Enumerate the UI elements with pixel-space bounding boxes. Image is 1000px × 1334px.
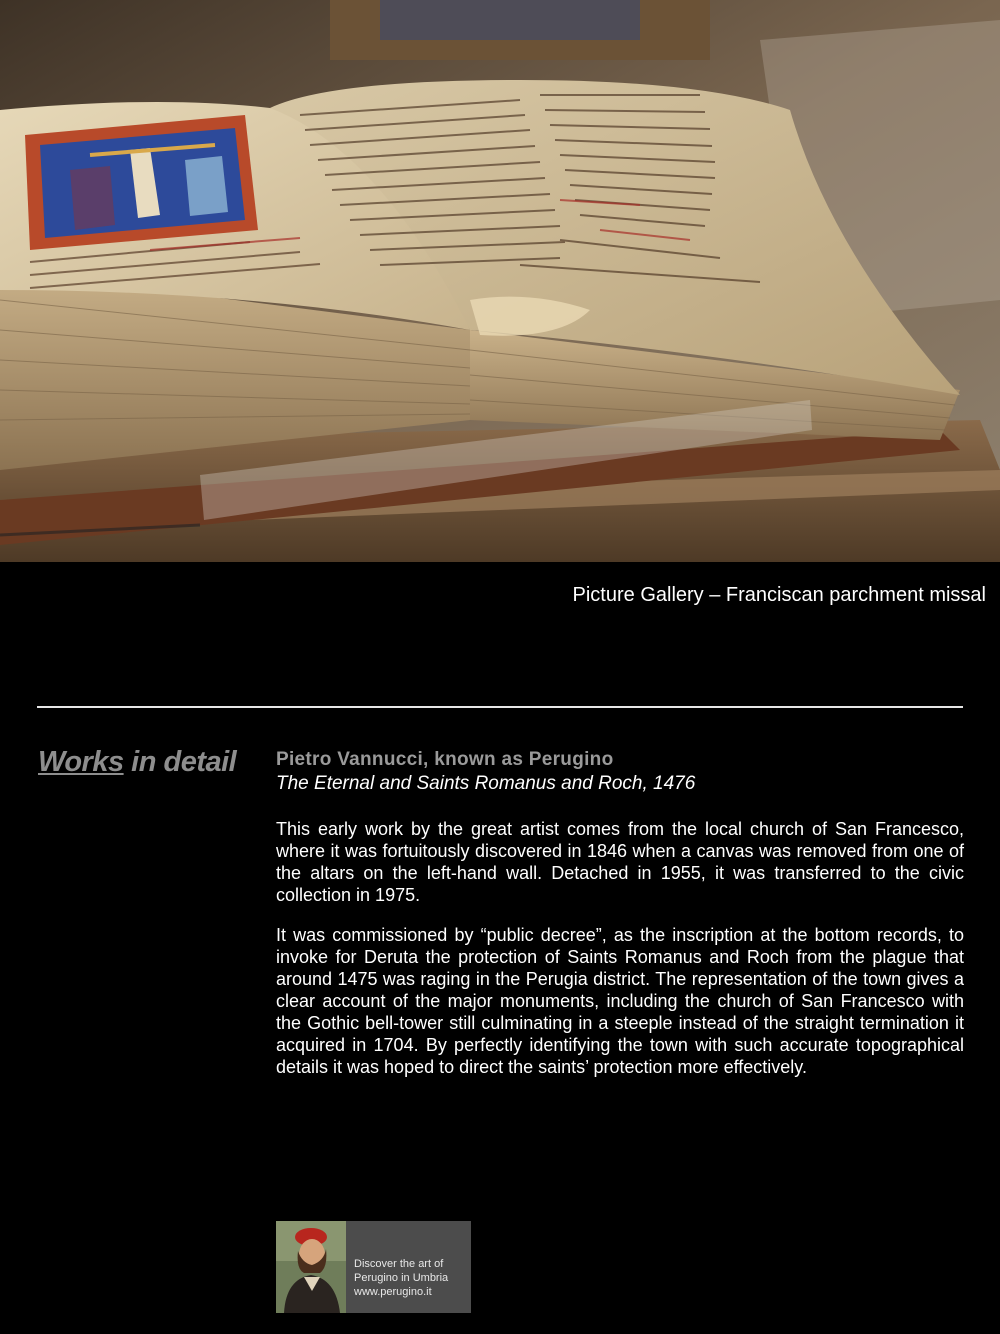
artist-name: Pietro Vannucci, known as Perugino [276, 749, 614, 770]
promo-text [346, 1221, 448, 1313]
perugino-portrait-image [276, 1221, 346, 1313]
works-link[interactable]: Works [38, 746, 124, 778]
perugino-promo-banner[interactable] [276, 1221, 471, 1313]
artwork-description [276, 748, 964, 1078]
promo-url[interactable]: www.perugino.it [354, 1286, 432, 1298]
section-heading-rest: in detail [131, 746, 237, 778]
missal-illustration [0, 0, 1000, 562]
photo-caption: Picture Gallery – Franciscan parchment missal [572, 584, 986, 606]
artwork-title: The Eternal and Saints Romanus and Roch, 1476 [276, 773, 696, 794]
section-heading [38, 746, 236, 779]
hero-photo [0, 0, 1000, 562]
promo-line: Discover the art of [354, 1258, 444, 1270]
description-paragraph: This early work by the great artist comes from the local church of San Francesco, where it was fortuitously discovered in 1846 when a canvas was removed from one of the altars on the left-hand wall. Detached in 1955, it was transferred to the civic collection in 1975. [276, 819, 964, 905]
promo-line: Perugino in Umbria [354, 1272, 449, 1284]
divider [37, 706, 963, 708]
description-paragraph: It was commissioned by “public decree”, as the inscription at the bottom records, to invoke for Deruta the protection of Saints Romanus and Roch from the plague that around 1475 was raging in the Perugia district. The representation of the town gives a clear account of the major monuments, including the church of San Francesco with the Gothic bell-tower still culminating in a steeple instead of the straight termination it acquired in 1704. By perfectly identifying the town with such accurate topographical details it was hoped to direct the saints’ protection more effectively. [276, 925, 964, 1077]
